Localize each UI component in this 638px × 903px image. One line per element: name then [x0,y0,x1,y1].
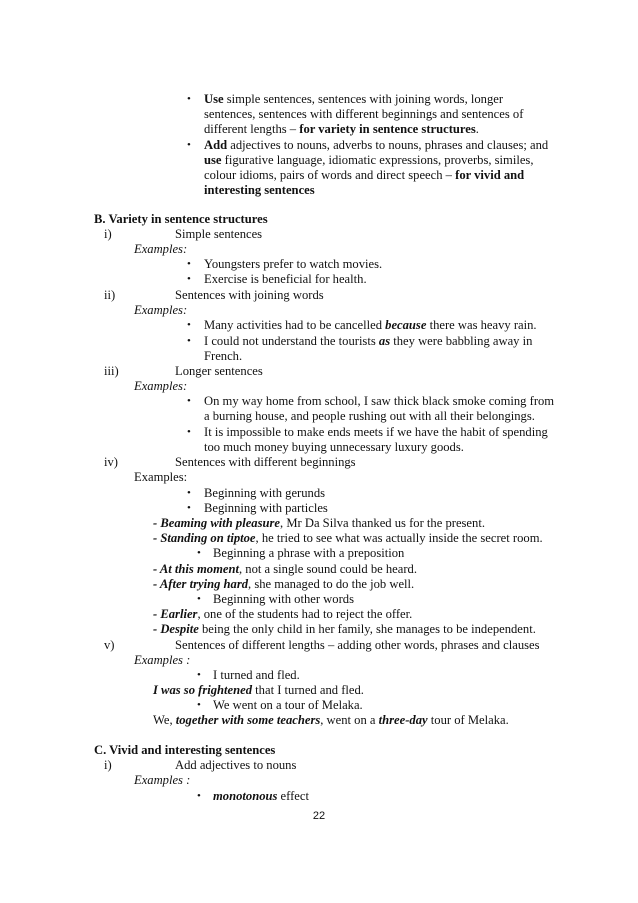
example-line: Exercise is beneficial for health. [204,272,367,286]
example-line: I could not understand the tourists as they were babbling away in [204,334,533,348]
sub-bullet: Beginning with other words [213,592,354,606]
example-sentence: - After trying hard, she managed to do the job well. [153,577,415,591]
bullet-icon: • [187,502,191,514]
item-c-i-number: i) [104,758,112,772]
sub-bullet: Beginning a phrase with a preposition [213,546,405,560]
sub-bullet: Beginning with particles [204,501,328,515]
item-v-number: v) [104,638,115,652]
example-sentence: - Earlier, one of the students had to reject the offer. [153,607,413,621]
example-sentence: We, together with some teachers, went on a three-day tour of Melaka. [153,713,509,727]
example-line: It is impossible to make ends meets if we have the habit of spending [204,425,548,439]
examples-label: Examples: [134,303,188,317]
example-sentence: - Standing on tiptoe, he tried to see what was actually inside the secret room. [153,531,543,545]
item-iv-number: iv) [104,455,118,469]
example-sentence: - Despite being the only child in her family, she manages to be independent. [153,622,536,636]
examples-label: Examples: [134,242,188,256]
item-i-title: Simple sentences [175,227,263,241]
bullet-icon: • [187,426,191,438]
bullet-icon: • [197,699,201,711]
sub-bullet: I turned and fled. [213,668,300,682]
example-line: On my way home from school, I saw thick black smoke coming from [204,394,555,408]
item-iii-number: iii) [104,364,119,378]
example-line: too much money buying unnecessary luxury goods. [204,440,464,454]
use-tip-line-3: different lengths – for variety in sentence structures. [204,122,479,136]
item-iii-title: Longer sentences [175,364,263,378]
examples-label: Examples: [134,379,188,393]
bullet-icon: • [187,319,191,331]
bullet-icon: • [187,258,191,270]
item-ii-number: ii) [104,288,116,302]
example-sentence: - At this moment, not a single sound could be heard. [153,562,417,576]
page-number: 22 [312,810,326,822]
example-sentence: I was so frightened that I turned and fled. [153,683,364,697]
bullet-icon: • [197,790,201,802]
examples-label: Examples : [134,653,191,667]
section-b-heading: B. Variety in sentence structures [94,212,268,226]
bullet-icon: • [197,669,201,681]
sub-bullet: Beginning with gerunds [204,486,326,500]
example-line: a burning house, and people rushing out with all their belongings. [204,409,535,423]
bullet-icon: • [197,593,201,605]
section-c-heading: C. Vivid and interesting sentences [94,743,276,757]
add-tip-line-4: interesting sentences [204,183,315,197]
bullet-icon: • [187,139,191,151]
add-tip-line-3: colour idioms, pairs of words and direct speech – for vivid and [204,168,525,182]
bullet-icon: • [187,395,191,407]
bullet-icon: • [187,335,191,347]
example-line: Youngsters prefer to watch movies. [204,257,383,271]
bullet-icon: • [187,487,191,499]
examples-label: Examples : [134,773,191,787]
bullet-icon: • [197,547,201,559]
example-sentence: - Beaming with pleasure, Mr Da Silva thanked us for the present. [153,516,485,530]
item-v-title: Sentences of different lengths – adding other words, phrases and clauses [175,638,540,652]
example-line: Many activities had to be cancelled because there was heavy rain. [204,318,537,332]
example-line: French. [204,349,243,363]
examples-label: Examples: [134,470,188,484]
item-i-number: i) [104,227,112,241]
item-iv-title: Sentences with different beginnings [175,455,356,469]
item-c-i-title: Add adjectives to nouns [175,758,297,772]
use-tip-line-1: Use simple sentences, sentences with joining words, longer [204,92,504,106]
sub-bullet: monotonous effect [213,789,309,803]
bullet-icon: • [187,273,191,285]
add-tip-line-1: Add adjectives to nouns, adverbs to nouns, phrases and clauses; and [204,138,549,152]
use-tip-line-2: sentences, sentences with different beginnings and sentences of [204,107,524,121]
sub-bullet: We went on a tour of Melaka. [213,698,363,712]
item-ii-title: Sentences with joining words [175,288,324,302]
bullet-icon: • [187,93,191,105]
add-tip-line-2: use figurative language, idiomatic expressions, proverbs, similes, [204,153,534,167]
